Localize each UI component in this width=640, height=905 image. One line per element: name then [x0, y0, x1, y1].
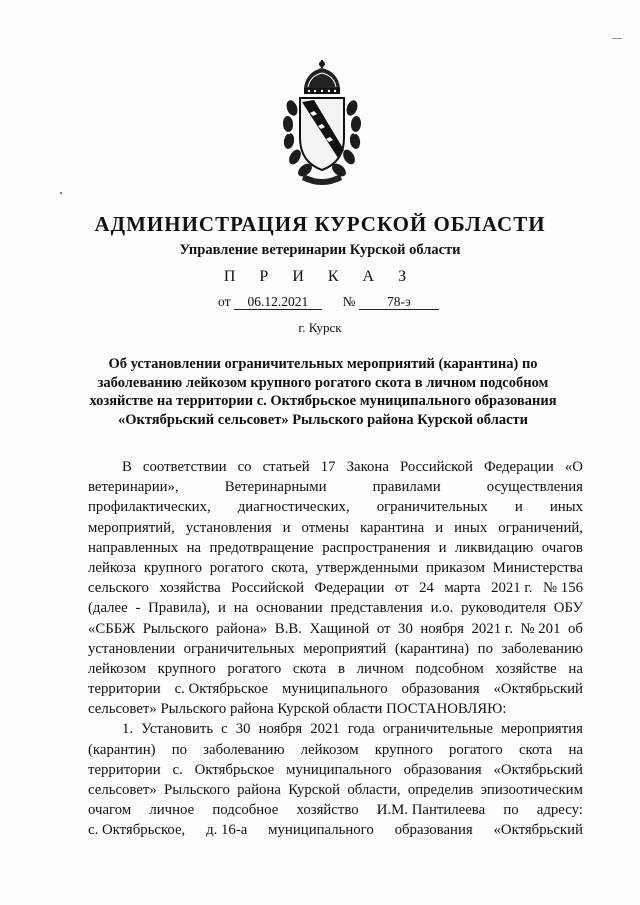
body-word: диагностических, [237, 499, 350, 516]
body-word: предотвращение [209, 539, 314, 556]
number-prefix: № [342, 294, 356, 309]
body-word: - [135, 600, 141, 617]
body-word: лейкозом [300, 741, 359, 758]
body-word: Установить [141, 721, 214, 738]
body-word: отмены [301, 519, 349, 536]
body-word: скота, [271, 559, 309, 576]
body-line [88, 558, 583, 578]
body-word: ветеринарии», [88, 479, 179, 496]
body-word: образования [403, 761, 482, 778]
body-word: подсобном [415, 660, 484, 677]
body-line [88, 780, 583, 800]
body-word: Федерации [483, 459, 554, 475]
body-word: рогатого [227, 660, 282, 677]
body-word: Федерации [314, 580, 385, 597]
body-word: Министерства [492, 559, 583, 576]
body-word: крупного [143, 559, 202, 576]
heading-line: заболеванию лейкозом крупного рогатого скота в личном подсобном [97, 374, 549, 391]
body-line [88, 598, 583, 618]
body-word: д. 16-а [206, 822, 248, 839]
body-word: образования [394, 822, 473, 839]
body-word: рогатого [209, 559, 264, 576]
date-prefix: от [218, 294, 231, 309]
body-word: осуществления [486, 479, 583, 496]
body-word: скота [292, 660, 327, 677]
body-word: территории [88, 761, 161, 778]
body-word: 24 [419, 580, 434, 597]
body-word: В.В. [274, 620, 302, 637]
body-word: и.о. [430, 600, 454, 617]
body-word: марта [444, 580, 481, 597]
body-word: «О [564, 459, 583, 475]
body-word: подсобное [212, 802, 279, 819]
body-word: на [568, 741, 583, 758]
body-word: и [282, 519, 291, 536]
body-word: об [568, 620, 583, 637]
order-body [88, 457, 583, 841]
body-line [88, 477, 583, 497]
body-word: сельсовет» [88, 782, 157, 798]
body-word: рогатого [448, 741, 503, 758]
body-word: лейкозом [88, 660, 146, 677]
body-word: В [122, 459, 132, 475]
heading-line: «Октябрьский сельсовет» Рыльского района Курской области [117, 411, 528, 428]
document-type: П Р И К А З [223, 268, 417, 285]
body-word: крупного [374, 741, 433, 758]
body-word: образования [401, 681, 480, 698]
body-word: эпизоотическим [480, 782, 583, 798]
body-word: ноября [258, 721, 303, 738]
heading-line: хозяйстве на территории с. Октябрьское муниципального образования [89, 393, 557, 409]
body-word: Ветеринарными [224, 479, 327, 496]
department-subtitle: Управление ветеринарии Курской области [179, 242, 461, 258]
body-word: на [568, 660, 583, 677]
body-word: территории [88, 681, 161, 698]
body-word: адресу: [536, 802, 583, 819]
body-word: мероприятия [500, 721, 583, 738]
body-word: сельского [88, 580, 149, 597]
body-line [88, 679, 583, 699]
body-word: Курской [288, 782, 341, 798]
body-word: муниципального [286, 761, 392, 778]
body-word: 17 [320, 459, 336, 475]
body-word: сельсовет» Рыльского района Курской области ПОСТАНОВЛЯЮ: [88, 701, 507, 718]
body-word: ограничений, [498, 519, 583, 536]
body-word: муниципального [282, 681, 388, 698]
scan-artifact [60, 192, 62, 194]
body-word: со [237, 459, 252, 475]
body-word: Правила), [148, 600, 211, 617]
body-word: области, [347, 782, 401, 798]
body-word: на [186, 539, 202, 556]
body-word: И.М. Пантилеева [376, 802, 486, 819]
body-word: Закона [346, 459, 389, 475]
body-word: с. Октябрьское, [88, 822, 186, 839]
organization-title: АДМИНИСТРАЦИЯ КУРСКОЙ ОБЛАСТИ [94, 212, 546, 236]
body-word: на [233, 600, 249, 617]
body-word: района [237, 782, 281, 798]
body-word: заболеванию [501, 640, 583, 657]
body-word: статьей [262, 459, 310, 475]
body-word: руководителя [461, 600, 547, 617]
body-word: муниципального [268, 822, 374, 839]
body-word: в [337, 660, 345, 677]
body-word: по [477, 640, 493, 657]
body-word: и [438, 539, 447, 556]
body-word: хозяйства [159, 580, 221, 597]
body-word: (карантина) [394, 640, 470, 657]
body-word: по [171, 741, 188, 758]
body-line [88, 760, 583, 780]
body-line [88, 619, 583, 639]
body-line [88, 538, 583, 558]
body-word: и [435, 519, 444, 536]
date-number-line [218, 294, 439, 310]
body-word: от [376, 620, 391, 637]
body-word: с. [172, 761, 183, 778]
body-line [88, 518, 583, 538]
body-word: года [347, 721, 375, 738]
body-word: личном [356, 660, 404, 677]
body-word: Рыльского [164, 782, 230, 798]
body-word: карантина [359, 519, 425, 536]
body-word: приказом [425, 559, 485, 576]
body-word: с [221, 721, 228, 738]
body-word: распространения [322, 539, 431, 556]
body-word: 1. [122, 721, 134, 738]
body-word: иных [549, 499, 583, 516]
body-word: определив [407, 782, 474, 798]
body-word: скота [518, 741, 553, 758]
body-word: по [503, 802, 519, 819]
body-word: личное [149, 802, 195, 819]
body-line [88, 800, 583, 820]
body-word: «СББЖ [88, 620, 136, 637]
body-word: «Октябрьский [493, 681, 583, 698]
body-word: соответствии [142, 459, 227, 475]
body-word: направленных [88, 539, 179, 556]
body-word: Рыльского [142, 620, 209, 637]
body-word: ограничительных [376, 499, 488, 516]
body-word: 2021 г. [491, 580, 533, 597]
body-line [88, 820, 583, 840]
body-word: основании [255, 600, 323, 617]
body-word: и [514, 499, 523, 516]
body-word: с. Октябрьское [174, 681, 269, 698]
body-line [88, 719, 583, 739]
body-line [88, 578, 583, 598]
document-number: 78-э [359, 295, 439, 310]
body-word: ноября [420, 620, 464, 637]
body-word: (далее [88, 600, 128, 617]
paragraph-preamble [88, 457, 583, 719]
body-word: 30 [235, 721, 251, 738]
body-word: лейкоза [88, 559, 137, 576]
body-word: (карантин) [88, 741, 156, 758]
body-word: мероприятий, [88, 519, 175, 536]
body-word: представления [330, 600, 423, 617]
body-word: Российской [231, 580, 305, 597]
body-line [88, 497, 583, 517]
body-word: утвержденными [316, 559, 419, 576]
body-word: хозяйство [296, 802, 359, 819]
body-word: установления [185, 519, 272, 536]
body-line [88, 457, 583, 477]
heading-line: Об установлении ограничительных мероприятий (карантина) по [108, 356, 538, 372]
body-word: и [218, 600, 226, 617]
scan-artifact [612, 38, 622, 39]
paragraph-item-1 [88, 719, 583, 840]
body-line [88, 699, 583, 719]
order-heading [84, 355, 562, 429]
body-word: ограничительных [183, 640, 295, 657]
city-line: г. Курск [298, 320, 342, 335]
body-word: заболеванию [203, 741, 285, 758]
body-word: «Октябрьский [493, 761, 583, 778]
body-word: иных [454, 519, 488, 536]
body-word: от [394, 580, 409, 597]
body-word: очагов [541, 539, 583, 556]
body-word: Хащиной [309, 620, 370, 637]
body-word: ограничительные [382, 721, 493, 738]
body-word: ликвидацию [454, 539, 534, 556]
body-word: крупного [157, 660, 216, 677]
body-line [88, 740, 583, 760]
body-word: очагом [88, 802, 132, 819]
body-word: «Октябрьский [493, 822, 583, 839]
body-word: ОБУ [553, 600, 583, 617]
body-word: хозяйстве [495, 660, 557, 677]
body-word: района» [216, 620, 268, 637]
body-word: 2021 г. [471, 620, 513, 637]
body-word: 2021 [310, 721, 340, 738]
document-date: 06.12.2021 [234, 295, 322, 310]
body-word: № 201 [520, 620, 561, 637]
body-word: 30 [398, 620, 413, 637]
body-line [88, 659, 583, 679]
body-word: профилактических, [88, 499, 211, 516]
body-word: Российской [399, 459, 473, 475]
body-line [88, 639, 583, 659]
body-word: № 156 [542, 580, 583, 597]
coat-of-arms-emblem [282, 58, 362, 190]
body-word: мероприятий [303, 640, 387, 657]
body-word: правилами [372, 479, 441, 496]
body-word: установлении [88, 640, 175, 657]
body-word: Октябрьское [194, 761, 275, 778]
